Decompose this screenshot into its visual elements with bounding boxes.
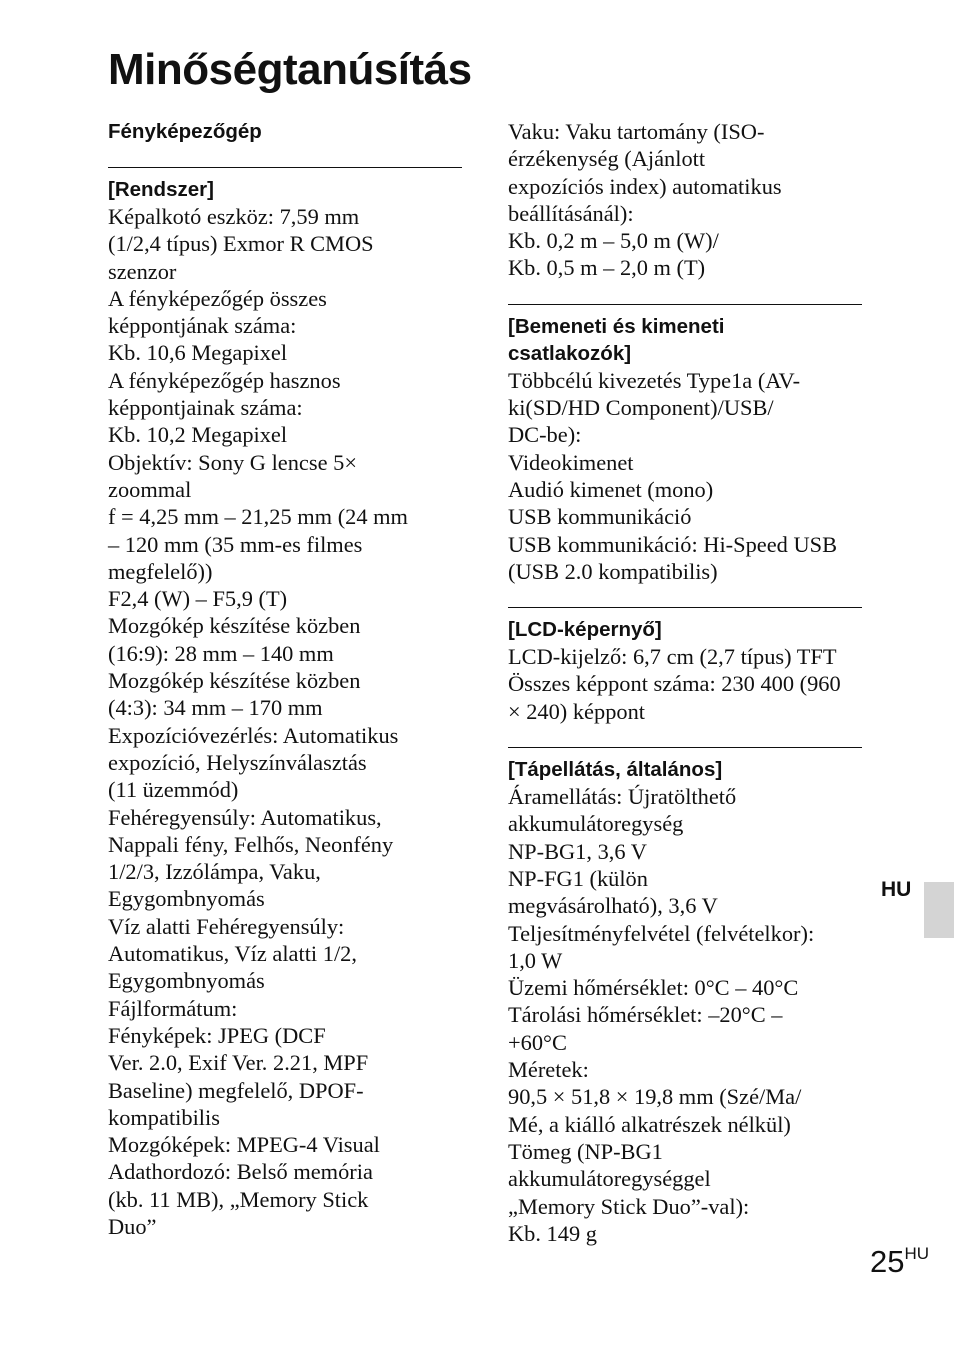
spec-line: NP-FG1 (külön (508, 865, 648, 891)
device-heading: Fényképezőgép (108, 120, 262, 143)
spec-line: 1,0 W (508, 947, 563, 973)
spec-line: képpontjának száma: (108, 313, 297, 339)
spec-line: zoommal (108, 476, 192, 502)
spec-line: szenzor (108, 258, 177, 284)
spec-line: expozíciós index) automatikus (508, 173, 782, 199)
spec-line: Videokimenet (508, 449, 634, 475)
spec-line: Vaku: Vaku tartomány (ISO- (508, 119, 765, 144)
spec-line: (USB 2.0 kompatibilis) (508, 558, 718, 584)
spec-line: „Memory Stick Duo”-val): (508, 1193, 750, 1219)
spec-entry (108, 1158, 462, 1240)
language-tab-label: HU (881, 878, 912, 901)
spec-line: képpontjainak száma: (108, 395, 303, 421)
spec-entry (508, 1056, 862, 1138)
spec-line: Mozgókép készítése közben (108, 613, 361, 639)
spec-line: Kb. 0,5 m – 2,0 m (T) (508, 255, 706, 281)
spec-line: × 240) képpont (508, 698, 646, 724)
spec-line: f = 4,25 mm – 21,25 mm (24 mm (108, 504, 408, 530)
right-sections (508, 282, 862, 1247)
spec-line: Baseline) megfelelő, DPOF- (108, 1077, 364, 1103)
spec-line: Nappali fény, Felhős, Neonfény (108, 831, 394, 857)
spec-line: DC-be): (508, 422, 582, 448)
spec-line: Fájlformátum: (108, 995, 238, 1021)
spec-entry (508, 1138, 862, 1247)
system-spec-list (108, 203, 462, 1240)
spec-line: Teljesítményfelvétel (felvételkor): (508, 920, 815, 946)
spec-line: Egygombnyomás (108, 886, 265, 912)
spec-line: Áramellátás: Újratölthető (508, 784, 737, 810)
spec-entry (508, 118, 862, 282)
spec-line: Audió kimenet (mono) (508, 476, 714, 502)
spec-line: Tárolási hőmérséklet: –20°C – (508, 1002, 783, 1028)
spec-line: akkumulátoregységgel (508, 1166, 711, 1192)
spec-entry (508, 643, 862, 670)
section-title (508, 756, 862, 783)
page-title: Minőségtanúsítás (108, 45, 472, 94)
spec-line: (1/2,4 típus) Exmor R CMOS (108, 231, 374, 257)
page-number-suffix: HU (904, 1244, 930, 1263)
spec-list (508, 783, 862, 1247)
spec-line: Fényképek: JPEG (DCF (108, 1022, 326, 1048)
spec-line: USB kommunikáció: Hi-Speed USB (508, 531, 838, 557)
spec-line: Mozgóképek: MPEG-4 Visual (108, 1132, 380, 1158)
spec-line: Többcélú kivezetés Type1a (AV- (508, 367, 801, 393)
spec-line: – 120 mm (35 mm-es filmes (108, 531, 363, 557)
spec-line: Fehéregyensúly: Automatikus, (108, 804, 382, 830)
flash-spec-list (508, 118, 862, 282)
spec-line: (kb. 11 MB), „Memory Stick (108, 1186, 369, 1212)
spec-entry (508, 974, 862, 1001)
spec-entry (108, 804, 462, 913)
section-title-line: csatlakozók] (508, 341, 632, 365)
spec-line: Méretek: (508, 1057, 589, 1083)
spec-line: +60°C (508, 1029, 567, 1055)
page-number-value: 25 (870, 1244, 905, 1279)
spec-line: ki(SD/HD Component)/USB/ (508, 395, 774, 421)
spec-line: Egygombnyomás (108, 968, 265, 994)
spec-line: megvásárolható), 3,6 V (508, 893, 718, 919)
spec-line: Mozgókép készítése közben (108, 668, 361, 694)
spec-line: Adathordozó: Belső memória (108, 1159, 373, 1185)
spec-line: Expozícióvezérlés: Automatikus (108, 722, 399, 748)
spec-line: Duo” (108, 1213, 157, 1239)
spec-entry (108, 722, 462, 804)
spec-list (508, 367, 862, 585)
spec-line: Objektív: Sony G lencse 5× (108, 449, 357, 475)
spec-line: NP-BG1, 3,6 V (508, 838, 647, 864)
section-title-system: [Rendszer] (108, 178, 214, 201)
spec-line: Víz alatti Fehéregyensúly: (108, 913, 345, 939)
section-title (508, 616, 862, 643)
spec-entry (108, 449, 462, 722)
spec-entry (108, 367, 462, 449)
spec-entry (508, 367, 862, 531)
spec-line: F2,4 (W) – F5,9 (T) (108, 586, 288, 612)
spec-entry (508, 1001, 862, 1056)
spec-entry (108, 913, 462, 995)
spec-line: megfelelő)) (108, 558, 213, 584)
spec-entry (108, 285, 462, 367)
page-number (870, 1234, 929, 1282)
spec-line: kompatibilis (108, 1104, 220, 1130)
spec-line: (11 üzemmód) (108, 777, 239, 803)
spec-line: Automatikus, Víz alatti 1/2, (108, 941, 357, 967)
spec-line: A fényképezőgép összes (108, 285, 327, 311)
spec-line: Üzemi hőmérséklet: 0°C – 40°C (508, 975, 799, 1001)
spec-entry (508, 531, 862, 586)
spec-line: Összes képpont száma: 230 400 (960 (508, 671, 841, 697)
spec-line: Kb. 10,6 Megapixel (108, 340, 288, 366)
spec-line: Kb. 10,2 Megapixel (108, 422, 288, 448)
spec-line: 90,5 × 51,8 × 19,8 mm (Szé/Ma/ (508, 1084, 802, 1110)
spec-list (508, 643, 862, 725)
spec-line: (16:9): 28 mm – 140 mm (108, 640, 334, 666)
spec-line: beállításánál): (508, 200, 634, 226)
spec-line: Kb. 0,2 m – 5,0 m (W)/ (508, 228, 719, 254)
right-column (508, 118, 862, 1247)
left-column (108, 118, 462, 1240)
spec-entry (508, 670, 862, 725)
spec-line: (4:3): 34 mm – 170 mm (108, 695, 323, 721)
section-title-line: [LCD-képernyő] (508, 618, 662, 642)
section-title-line: [Bemeneti és kimeneti (508, 314, 725, 338)
spec-entry (108, 995, 462, 1159)
section-title (508, 313, 862, 367)
spec-line: akkumulátoregység (508, 811, 684, 837)
spec-line: expozíció, Helyszínválasztás (108, 749, 367, 775)
spec-line: A fényképezőgép hasznos (108, 367, 341, 393)
spec-line: Tömeg (NP-BG1 (508, 1138, 663, 1164)
spec-line: 1/2/3, Izzólámpa, Vaku, (108, 859, 321, 885)
spec-entry (508, 783, 862, 919)
spec-entry (108, 203, 462, 285)
spec-entry (508, 920, 862, 975)
spec-line: USB kommunikáció (508, 504, 692, 530)
spec-line: LCD-kijelző: 6,7 cm (2,7 típus) TFT (508, 644, 837, 670)
language-tab (924, 882, 954, 938)
spec-line: Mé, a kiálló alkatrészek nélkül) (508, 1111, 791, 1137)
spec-line: érzékenység (Ajánlott (508, 146, 706, 172)
spec-line: Ver. 2.0, Exif Ver. 2.21, MPF (108, 1050, 369, 1076)
section-title-line: [Tápellátás, általános] (508, 758, 723, 782)
spec-line: Kb. 149 g (508, 1220, 597, 1246)
spec-line: Képalkotó eszköz: 7,59 mm (108, 204, 360, 229)
